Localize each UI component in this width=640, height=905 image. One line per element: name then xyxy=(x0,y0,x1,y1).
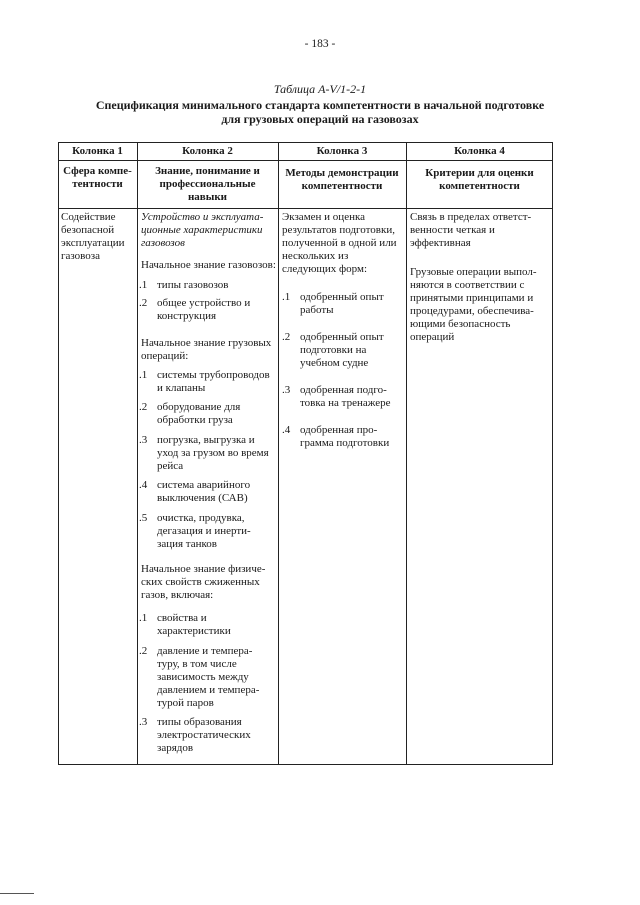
item-number: .1 xyxy=(139,611,148,624)
item-text-line: одобренный опыт xyxy=(300,290,384,303)
knowledge-item xyxy=(139,645,259,710)
criteria-line: эффективная xyxy=(410,236,471,249)
item-text-line: типы газовозов xyxy=(157,278,229,291)
criteria-paragraph xyxy=(410,266,537,344)
criteria-line: операций xyxy=(410,330,455,343)
competence-line: газовоза xyxy=(61,249,101,262)
item-text-line: выключения (САВ) xyxy=(157,491,248,504)
item-text-line: учебном судне xyxy=(300,356,369,369)
column-heading-line: Методы демонстрации xyxy=(285,166,399,179)
method-item xyxy=(282,424,389,450)
column-divider xyxy=(406,142,407,765)
column-heading-line: компетентности xyxy=(301,179,383,192)
row-divider xyxy=(58,208,553,209)
table-title-line: для грузовых операций на газовозах xyxy=(221,112,419,126)
item-text-line: давление и темпера- xyxy=(157,644,253,657)
column-heading xyxy=(406,167,553,193)
item-text-line: характеристики xyxy=(157,624,231,637)
criteria-line: няются в соответствии с xyxy=(410,278,525,291)
item-number: .3 xyxy=(139,715,148,728)
column-divider xyxy=(137,142,138,765)
item-number: .3 xyxy=(282,383,291,396)
criteria-line: Связь в пределах ответст- xyxy=(410,210,532,223)
knowledge-intro-line: Начальное знание газовозов: xyxy=(141,258,276,271)
table-title xyxy=(0,98,640,126)
item-text-line: обработки груза xyxy=(157,413,233,426)
column-heading xyxy=(58,165,137,191)
scan-artifact-line xyxy=(0,893,34,894)
item-number: .4 xyxy=(282,423,291,436)
row-divider xyxy=(58,160,553,161)
column-heading xyxy=(137,165,278,204)
item-text-line: туру, в том числе xyxy=(157,657,237,670)
item-number: .2 xyxy=(139,400,148,413)
knowledge-topic-line: Устройство и эксплуата- xyxy=(141,210,264,223)
item-number: .5 xyxy=(139,511,148,524)
item-text-line: одобренный опыт xyxy=(300,330,384,343)
column-heading-line: навыки xyxy=(187,190,228,203)
knowledge-topic-line: ционные характеристики xyxy=(141,223,263,236)
item-text-line: электростатических xyxy=(157,728,251,741)
method-intro-line: Экзамен и оценка xyxy=(282,210,366,223)
item-text-line: одобренная подго- xyxy=(300,383,387,396)
method-intro-line: результатов подготовки, xyxy=(282,223,395,236)
column-heading-line: Знание, понимание и xyxy=(155,164,260,177)
item-text-line: турой паров xyxy=(157,696,214,709)
item-number: .2 xyxy=(139,644,148,657)
column-label: Колонка 4 xyxy=(454,145,505,157)
item-text-line: и клапаны xyxy=(157,381,206,394)
knowledge-item xyxy=(139,401,240,427)
knowledge-intro-line: газов, включая: xyxy=(141,588,214,601)
criteria-line: принятыми принципами и xyxy=(410,291,534,304)
knowledge-intro xyxy=(141,259,276,272)
item-text-line: товка на тренажере xyxy=(300,396,391,409)
column-heading-line: профессиональные xyxy=(159,177,256,190)
method-intro-line: следующих форм: xyxy=(282,262,368,275)
column-label: Колонка 3 xyxy=(316,145,368,157)
methods-intro xyxy=(282,211,397,276)
table-title-line: Спецификация минимального стандарта компетентности в начальной подготовке xyxy=(95,98,545,112)
knowledge-intro-line: ских свойств сжиженных xyxy=(141,575,260,588)
knowledge-item xyxy=(139,369,270,395)
knowledge-item xyxy=(139,297,250,323)
column-heading-line: Сфера компе- xyxy=(63,164,132,177)
item-text-line: дегазация и инерти- xyxy=(157,524,251,537)
item-number: .2 xyxy=(139,296,148,309)
knowledge-item xyxy=(139,479,250,505)
method-intro-line: полученной в одной или xyxy=(282,236,397,249)
page-number: - 183 - xyxy=(304,38,336,50)
knowledge-intro xyxy=(141,337,271,363)
item-text-line: подготовки на xyxy=(300,343,367,356)
item-text-line: зависимость между xyxy=(157,670,249,683)
knowledge-item xyxy=(139,512,251,551)
criteria-line: процедурами, обеспечива- xyxy=(410,304,534,317)
column-heading xyxy=(278,167,406,193)
item-text-line: грамма подготовки xyxy=(300,436,390,449)
criteria-paragraph xyxy=(410,211,531,250)
competence-line: эксплуатации xyxy=(61,236,125,249)
item-number: .2 xyxy=(282,330,291,343)
knowledge-topic-line: газовозов xyxy=(141,236,185,249)
method-item xyxy=(282,291,384,317)
item-text-line: давлением и темпера- xyxy=(157,683,260,696)
item-text-line: общее устройство и xyxy=(157,296,251,309)
item-text-line: одобренная про- xyxy=(300,423,378,436)
knowledge-topic xyxy=(141,211,263,250)
knowledge-item xyxy=(139,434,269,473)
criteria-line: Грузовые операции выпол- xyxy=(410,265,537,278)
criteria-line: ющими безопасность xyxy=(410,317,511,330)
item-text-line: конструкция xyxy=(157,309,217,322)
item-text-line: зарядов xyxy=(157,741,194,754)
knowledge-item xyxy=(139,279,229,292)
item-number: .3 xyxy=(139,433,148,446)
item-text-line: типы образования xyxy=(157,715,242,728)
column-label: Колонка 2 xyxy=(182,145,233,157)
item-text-line: свойства и xyxy=(157,611,207,624)
item-number: .1 xyxy=(282,290,291,303)
criteria-line: венности четкая и xyxy=(410,223,495,236)
item-text-line: система аварийного xyxy=(157,478,251,491)
item-number: .1 xyxy=(139,368,148,381)
knowledge-intro-line: операций: xyxy=(141,349,189,362)
item-text-line: погрузка, выгрузка и xyxy=(157,433,255,446)
competence-cell xyxy=(61,211,125,263)
item-text-line: системы трубопроводов xyxy=(157,368,270,381)
competence-line: Содействие xyxy=(61,210,116,223)
column-heading-line: Критерии для оценки xyxy=(425,166,534,179)
item-text-line: очистка, продувка, xyxy=(157,511,245,524)
item-text-line: зация танков xyxy=(157,537,218,550)
method-item xyxy=(282,331,384,370)
knowledge-intro xyxy=(141,563,265,602)
item-number: .4 xyxy=(139,478,148,491)
column-divider xyxy=(278,142,279,765)
item-text-line: работы xyxy=(300,303,334,316)
column-label: Колонка 1 xyxy=(72,145,123,157)
item-number: .1 xyxy=(139,278,148,291)
knowledge-intro-line: Начальное знание грузовых xyxy=(141,336,272,349)
item-text-line: оборудование для xyxy=(157,400,241,413)
table-caption: Таблица A-V/1-2-1 xyxy=(273,82,367,96)
column-heading-line: тентности xyxy=(72,177,123,190)
method-intro-line: нескольких из xyxy=(282,249,349,262)
knowledge-item xyxy=(139,716,251,755)
item-text-line: рейса xyxy=(157,459,184,472)
knowledge-intro-line: Начальное знание физиче- xyxy=(141,562,266,575)
knowledge-item xyxy=(139,612,231,638)
item-text-line: уход за грузом во время xyxy=(157,446,269,459)
method-item xyxy=(282,384,391,410)
column-heading-line: компетентности xyxy=(439,179,520,192)
competence-line: безопасной xyxy=(61,223,115,236)
